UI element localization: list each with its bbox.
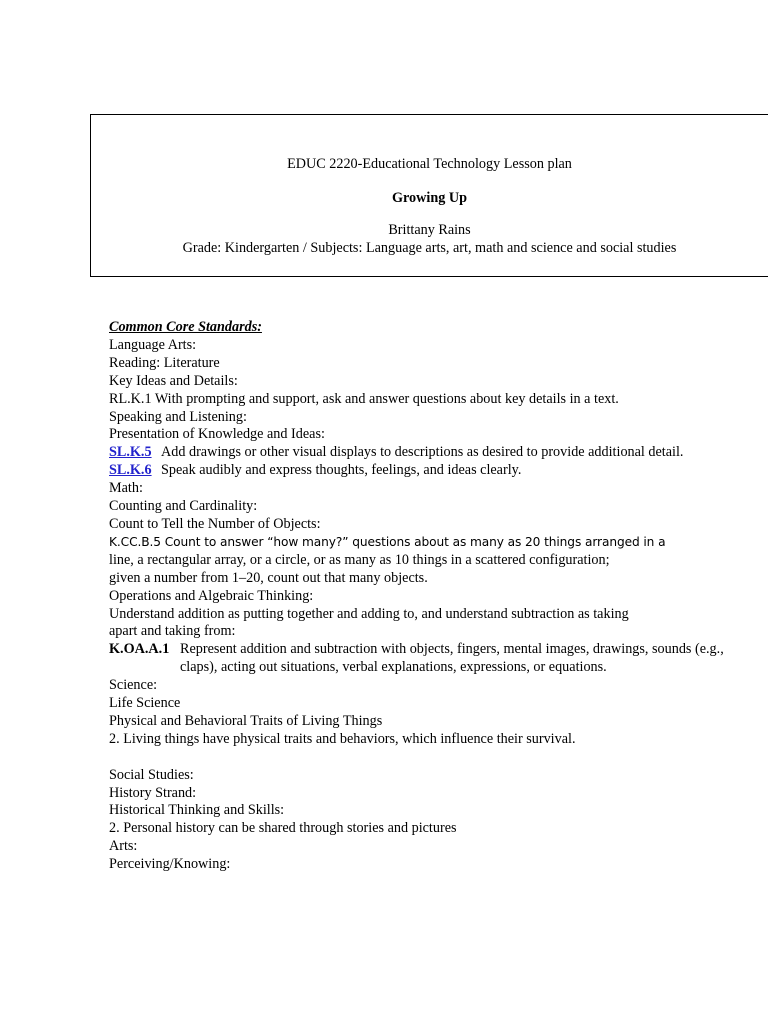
slk5-standard (109, 444, 759, 462)
perceiving-label: Perceiving/Knowing: (109, 856, 231, 873)
slk6-link[interactable]: SL.K.6 (109, 462, 152, 479)
kccb5-standard-line3: given a number from 1–20, count out that many objects. (109, 569, 428, 586)
spacer (109, 749, 759, 767)
standards-section (109, 319, 759, 874)
key-ideas-label: Key Ideas and Details: (109, 372, 238, 389)
standards-heading: Common Core Standards: (109, 319, 262, 335)
count-objects-label: Count to Tell the Number of Objects: (109, 515, 321, 532)
grade-subjects: Grade: Kindergarten / Subjects: Language arts, art, math and science and social studies (182, 240, 677, 256)
slk5-text: Add drawings or other visual displays to descriptions as desired to provide additional detail. (161, 444, 684, 461)
lesson-title: Growing Up (391, 190, 468, 206)
traits-label: Physical and Behavioral Traits of Living Things (109, 712, 383, 729)
slk6-standard (109, 462, 759, 480)
reading-label: Reading: Literature (109, 354, 220, 371)
understand-line1: Understand addition as putting together and adding to, and understand subtraction as taking (109, 605, 629, 622)
slk5-link[interactable]: SL.K.5 (109, 444, 152, 461)
life-science-label: Life Science (109, 695, 181, 712)
understand-line2: apart and taking from: (109, 623, 236, 640)
author-name: Brittany Rains (388, 222, 471, 238)
counting-label: Counting and Cardinality: (109, 498, 258, 515)
presentation-label: Presentation of Knowledge and Ideas: (109, 426, 325, 443)
kccb5-standard-line2: line, a rectangular array, or a circle, or as many as 10 things in a scattered configuration; (109, 551, 610, 568)
koa-code: K.OA.A.1 (109, 641, 170, 658)
living-things-standard: 2. Living things have physical traits and behaviors, which influence their survival. (109, 730, 576, 747)
lesson-header-box (90, 114, 768, 277)
operations-label: Operations and Algebraic Thinking: (109, 587, 314, 604)
koa-text: Represent addition and subtraction with objects, fingers, mental images, drawings, sounds (e.g., claps), acting out situations, verbal explanations, expressions, or equations. (180, 641, 724, 676)
arts-label: Arts: (109, 838, 138, 855)
language-arts-label: Language Arts: (109, 336, 197, 353)
personal-history-standard: 2. Personal history can be shared through stories and pictures (109, 820, 457, 837)
history-strand-label: History Strand: (109, 784, 197, 801)
social-studies-label: Social Studies: (109, 766, 194, 783)
science-label: Science: (109, 677, 158, 694)
math-label: Math: (109, 480, 143, 497)
rlk1-standard: RL.K.1 With prompting and support, ask and answer questions about key details in a text. (109, 390, 619, 407)
kccb5-standard-line1: K.CC.B.5 Count to answer “how many?” questions about as many as 20 things arranged in a (109, 534, 666, 549)
historical-thinking-label: Historical Thinking and Skills: (109, 802, 285, 819)
koa-standard (109, 641, 759, 677)
speaking-label: Speaking and Listening: (109, 408, 247, 425)
course-title: EDUC 2220-Educational Technology Lesson plan (287, 156, 572, 172)
slk6-text: Speak audibly and express thoughts, feelings, and ideas clearly. (161, 462, 522, 479)
